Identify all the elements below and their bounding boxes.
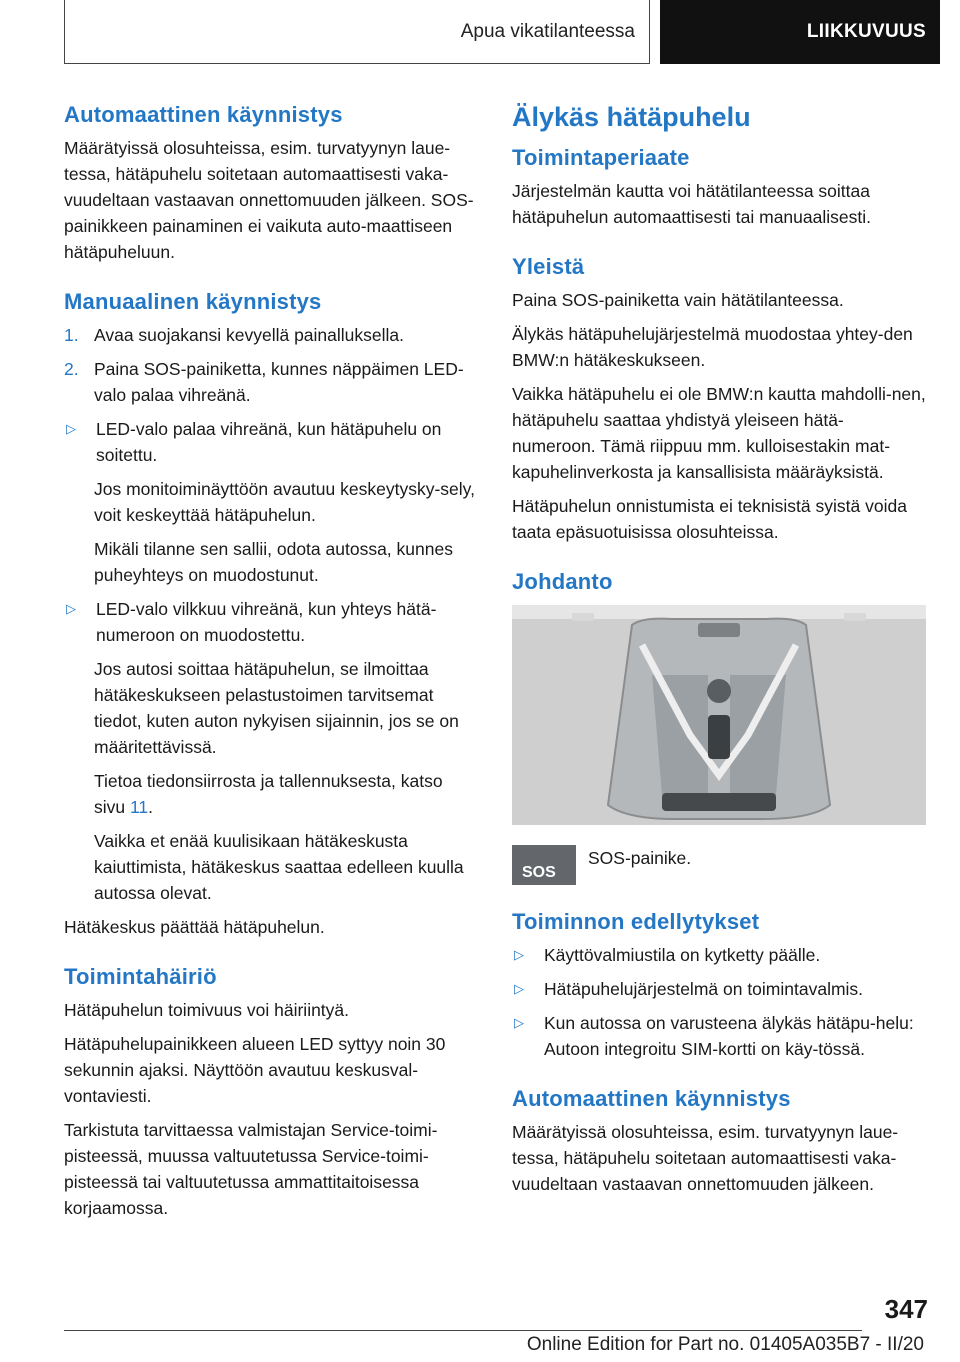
fault-text-2: Hätäpuhelupainikkeen alueen LED syttyy noin 30 sekunnin ajaksi. Näyttöön avautuu keskusval-vontaviesti. <box>64 1034 446 1106</box>
manual-start-heading: Manuaalinen käynnistys <box>64 289 322 314</box>
footer-edition: Online Edition for Part no. 01405A035B7 - II/20 <box>526 1334 924 1355</box>
requirement-item <box>512 976 926 1002</box>
right-column <box>512 102 926 1205</box>
step-2 <box>64 356 478 408</box>
chapter-tab: LIIKKUVUUS <box>660 0 940 64</box>
triangle-bullet-icon: ▷ <box>66 601 76 616</box>
note-text-end: . <box>148 797 154 817</box>
auto-start-heading-2: Automaattinen käynnistys <box>512 1086 791 1111</box>
requirement-text: Käyttövalmiustila on kytketty päälle. <box>544 945 821 965</box>
fault-text-3: Tarkistuta tarvittaessa valmistajan Service-toimi-pisteessä, muussa valtuutetussa Service-toimi-pisteessä tai valtuutetussa ammattitaitoisessa korjaamossa. <box>64 1120 438 1218</box>
auto-start-text: Määrätyissä olosuhteissa, esim. turvatyynyn laue-tessa, hätäpuhelu soitetaan automaattisesti vaka-vuudeltaan vastaavan onnettomuuden jälkeen. SOS-painikkeen painaminen ei vaikuta auto-maattiseen hätäpuheluun. <box>64 138 474 262</box>
triangle-bullet-icon: ▷ <box>66 421 76 436</box>
requirement-item <box>512 942 926 968</box>
principle-text: Järjestelmän kautta voi hätätilanteessa soittaa hätäpuhelun automaattisesti tai manuaalisesti. <box>512 181 871 227</box>
step-text: Avaa suojakansi kevyellä painalluksella. <box>94 325 405 345</box>
bullet-text: LED-valo palaa vihreänä, kun hätäpuhelu on soitettu. <box>96 419 442 465</box>
fault-heading: Toimintahäiriö <box>64 964 217 989</box>
bullet-note-with-link <box>64 768 478 820</box>
sos-legend <box>512 845 926 885</box>
requirement-text: Kun autossa on varusteena älykäs hätäpu-helu: Autoon integroitu SIM-kortti on käy-tössä. <box>544 1013 914 1059</box>
result-bullet-2 <box>64 596 478 648</box>
step-1 <box>64 322 478 348</box>
left-column <box>64 102 478 1229</box>
page-number: 347 <box>884 1294 928 1324</box>
requirements-heading: Toiminnon edellytykset <box>512 909 760 934</box>
triangle-bullet-icon: ▷ <box>514 947 524 962</box>
auto-start-text-2: Määrätyissä olosuhteissa, esim. turvatyynyn laue-tessa, hätäpuhelu soitetaan automaattisesti vaka-vuudeltaan vastaavan onnettomuuden jälkeen. <box>512 1122 899 1194</box>
step-number: 2. <box>64 359 79 379</box>
overhead-console-illustration <box>512 605 926 825</box>
overhead-console-photo <box>512 605 926 825</box>
sos-button-icon <box>512 845 576 885</box>
note-text: Tietoa tiedonsiirrosta ja tallennuksesta, katso sivu <box>94 771 443 817</box>
general-text-3: Vaikka hätäpuhelu ei ole BMW:n kautta mahdolli-nen, hätäpuhelu saattaa yhdistyä yleiseen hätä-numeroon. Tämä riippuu mm. kulloisestakin mat-kapuhelinverkosta ja kansallisista määräyksistä. <box>512 384 926 482</box>
auto-start-heading: Automaattinen käynnistys <box>64 102 343 127</box>
running-header-section: Apua vikatilanteessa <box>64 0 650 64</box>
page-link[interactable]: 11 <box>129 797 149 817</box>
bullet-note: Jos autosi soittaa hätäpuhelun, se ilmoittaa hätäkeskukseen pelastustoimen tarvitsemat tiedot, kuten auton nykyisen sijainnin, jos se on määritettävissä. <box>94 659 459 757</box>
sos-icon-text: SOS <box>522 864 556 881</box>
end-call-text: Hätäkeskus päättää hätäpuhelun. <box>64 917 325 937</box>
triangle-bullet-icon: ▷ <box>514 981 524 996</box>
step-text: Paina SOS-painiketta, kunnes näppäimen LED-valo palaa vihreänä. <box>94 359 464 405</box>
bullet-note: Jos monitoiminäyttöön avautuu keskeytysky-sely, voit keskeyttää hätäpuhelun. <box>94 479 475 525</box>
step-number: 1. <box>64 325 79 345</box>
general-text-4: Hätäpuhelun onnistumista ei teknisistä syistä voida taata epäsuotuisissa olosuhteissa. <box>512 496 907 542</box>
principle-heading: Toimintaperiaate <box>512 145 690 170</box>
result-bullet-1 <box>64 416 478 468</box>
fault-text-1: Hätäpuhelun toimivuus voi häiriintyä. <box>64 1000 350 1020</box>
intro-heading: Johdanto <box>512 569 613 594</box>
general-text-1: Paina SOS-painiketta vain hätätilanteessa. <box>512 290 844 310</box>
general-heading: Yleistä <box>512 254 585 279</box>
general-text-2: Älykäs hätäpuhelujärjestelmä muodostaa yhtey-den BMW:n hätäkeskukseen. <box>512 324 913 370</box>
triangle-bullet-icon: ▷ <box>514 1015 524 1030</box>
sos-label: SOS-painike. <box>588 848 692 868</box>
bullet-note: Mikäli tilanne sen sallii, odota autossa, kunnes puheyhteys on muodostunut. <box>94 539 453 585</box>
bullet-note: Vaikka et enää kuulisikaan hätäkeskusta kaiuttimista, hätäkeskus saattaa edelleen kuulla autossa olevat. <box>94 831 464 903</box>
bullet-text: LED-valo vilkkuu vihreänä, kun yhteys hätä-numeroon on muodostettu. <box>96 599 437 645</box>
main-title: Älykäs hätäpuhelu <box>512 102 751 132</box>
requirement-item <box>512 1010 926 1062</box>
requirement-text: Hätäpuhelujärjestelmä on toimintavalmis. <box>544 979 864 999</box>
footer-rule <box>64 1330 862 1331</box>
